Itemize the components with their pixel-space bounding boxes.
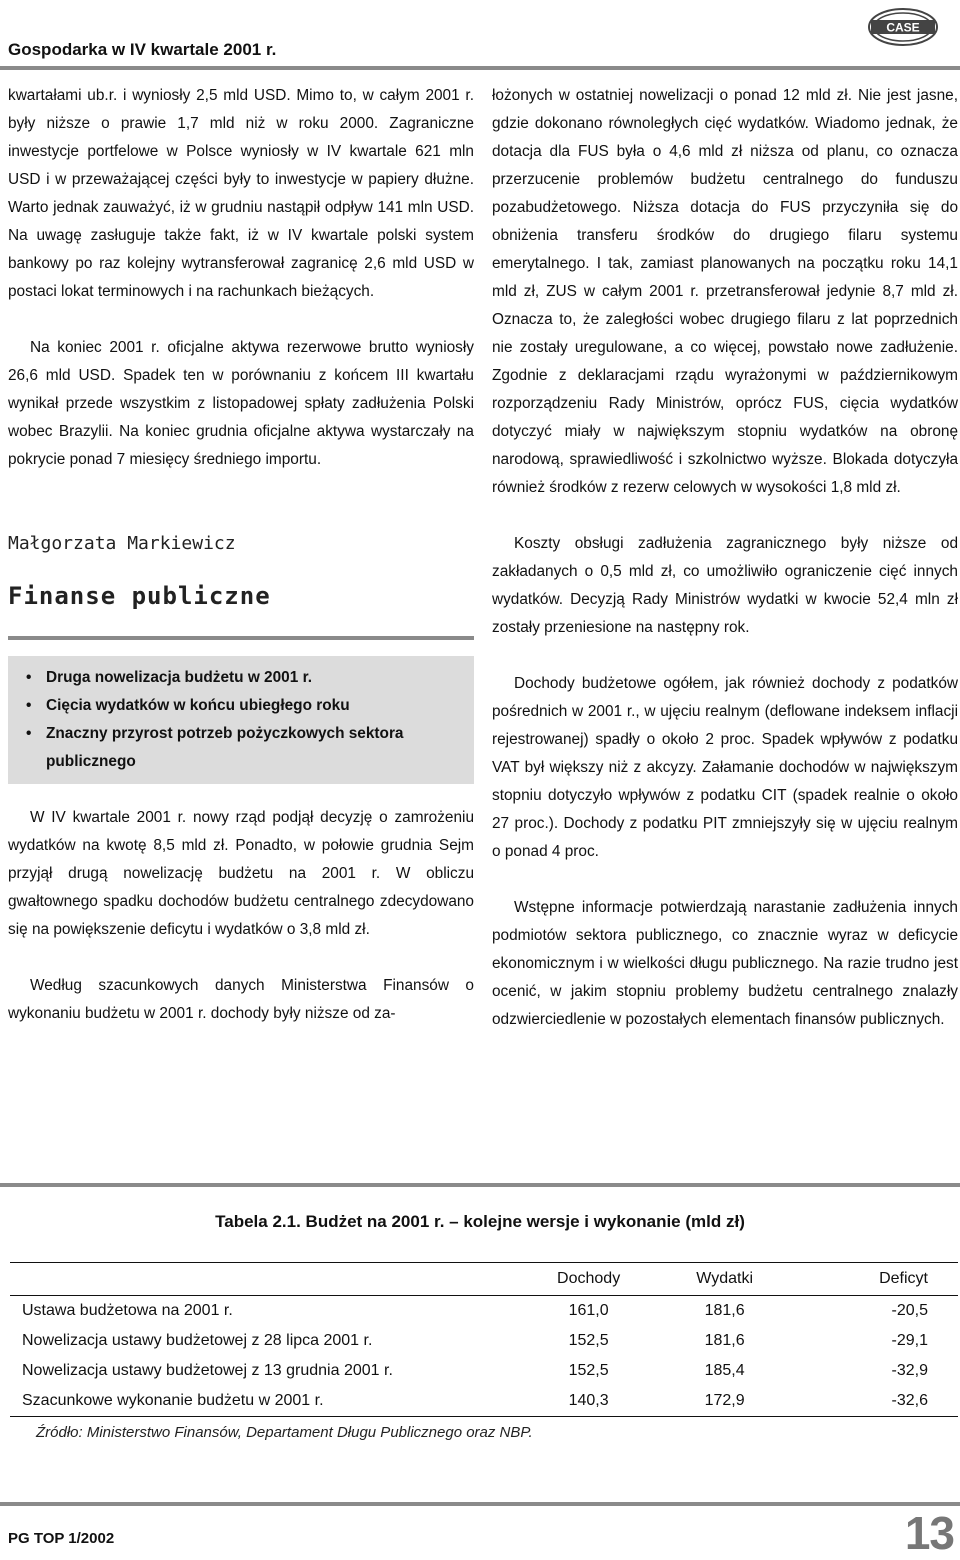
cell-deficyt: -32,6 (793, 1386, 958, 1417)
table-header-deficyt: Deficyt (793, 1263, 958, 1296)
cell-dochody: 152,5 (568, 1332, 609, 1349)
paragraph: Według szacunkowych danych Ministerstwa Finansów o wykonaniu budżetu w 2001 r. dochody były niższe od za- (8, 977, 474, 1022)
paragraph: Dochody budżetowe ogółem, jak również dochody z podatków pośrednich w 2001 r., w ujęciu realnym (deflowane indeksem inflacji rejestrowanej) spadły o około 2 proc. Spadek wpływów z podatku VAT był większy niż z akcyzy. Załamanie dochodów w największym stopniu dotyczyło wpływów z podatku CIT (spadek realnie o około 27 proc.). Dochody z podatku PIT zmniejszyły się w ujęciu realnym o ponad 4 proc. (492, 675, 958, 860)
row-label: Ustawa budżetowa na 2001 r. (22, 1302, 233, 1319)
row-label: Nowelizacja ustawy budżetowej z 28 lipca 2001 r. (22, 1332, 373, 1349)
paragraph: Na koniec 2001 r. oficjalne aktywa rezerwowe brutto wyniosły 26,6 mld USD. Spadek ten w porównaniu z końcem III kwartału wynikał przede wszystkim z listopadowej spłaty zadłużenia Polski wobec Brazylii. Na koniec grudnia oficjalne aktywa wystarczały na pokrycie ponad 7 miesięcy średniego importu. (8, 339, 474, 468)
paragraph: łożonych w ostatniej nowelizacji o ponad 12 mld zł. Nie jest jasne, gdzie dokonano równoległych cięć wydatków. Wiadomo jednak, że dotacja dla FUS była o 4,6 mld zł niższa od planu, co oznacza przerzucenie problemów budżetu centralnego do funduszu pozabudżetowego. Niższa dotacja do FUS przyczyniła się do obniżenia transferu środków do drugiego filaru systemu emerytalnego. I tak, zamiast planowanych na początku roku 14,1 mld zł, ZUS w całym 2001 r. przetransferował jedynie 8,7 mld zł. Oznacza to, że zaległości wobec drugiego filaru z lat poprzednich nie zostały uregulowane, a co więcej, powstało nowe zadłużenie. Zgodnie z deklaracjami rządu wyrażonymi w październikowym rozporządzeniu Rady Ministrów, oprócz FUS, cięcia wydatków dotyczyć miały w największym stopniu wydatków na obronę narodową, sprawiedliwość i szkolnictwo wyższe. Blokada dotyczyła również środków z rezerw celowych w wysokości 1,8 mld zł. (492, 87, 958, 496)
right-column (492, 82, 958, 1034)
paragraph: Koszty obsługi zadłużenia zagranicznego były niższe od zakładanych o 0,5 mld zł, co umożliwiło ograniczenie cięć innych wydatków. Decyzją Rady Ministrów wydatki w kwocie 52,4 mln zł zostały przeniesione na następny rok. (492, 535, 958, 636)
page-number: 13 (904, 1507, 954, 1559)
table-header-dochody: Dochody (521, 1263, 657, 1296)
header-rule (0, 66, 960, 70)
summary-bullet: • Cięcia wydatków w końcu ubiegłego roku (26, 692, 464, 720)
table-header-blank (10, 1263, 521, 1296)
cell-deficyt: -20,5 (891, 1302, 928, 1319)
svg-text:CASE: CASE (886, 20, 920, 35)
paragraph: kwartałami ub.r. i wyniosły 2,5 mld USD. Mimo to, w całym 2001 r. były niższe o prawie 1,7 mld niż w roku 2000. Zagraniczne inwestycje portfelowe w Polsce wyniosły w IV kwartale 621 mln USD i w przeważającej części były to inwestycje w papiery dłużne. Warto jednak zauważyć, iż w grudniu nastąpił odpływ 141 mln USD. Na uwagę zasługuje także fakt, iż w IV kwartale polski system bankowy po raz kolejny wytransferował zagranicę 2,6 mld USD w postaci lokat terminowych i na rachunkach bieżących. (8, 87, 474, 300)
footer-rule (0, 1502, 960, 1506)
cell-dochody: 140,3 (521, 1386, 657, 1417)
cell-dochody: 152,5 (568, 1362, 609, 1379)
section-divider (0, 1183, 960, 1187)
cell-dochody: 161,0 (568, 1302, 609, 1319)
publication-name: PG TOP 1/2002 (8, 1530, 115, 1547)
row-label: Nowelizacja ustawy budżetowej z 13 grudnia 2001 r. (22, 1362, 393, 1379)
paragraph: W IV kwartale 2001 r. nowy rząd podjął decyzję o zamrożeniu wydatków na kwotę 8,5 mld zł. Ponadto, w połowie grudnia Sejm przyjął drugą nowelizację budżetu na 2001 r. W obliczu gwałtownego spadku dochodów budżetu centralnego zdecydowano się na powiększenie deficytu i wydatków o 3,8 mld zł. (8, 809, 474, 938)
left-column (8, 82, 474, 1028)
table-row (10, 1386, 958, 1417)
cell-wydatki: 185,4 (704, 1362, 745, 1379)
table-source: Źródło: Ministerstwo Finansów, Departament Długu Publicznego oraz NBP. (36, 1424, 533, 1441)
table-row (10, 1356, 958, 1386)
running-header-title: Gospodarka w IV kwartale 2001 r. (8, 40, 277, 59)
table-title: Tabela 2.1. Budżet na 2001 r. – kolejne wersje i wykonanie (mld zł) (215, 1212, 745, 1231)
cell-deficyt: -29,1 (891, 1332, 928, 1349)
summary-bullet: • Druga nowelizacja budżetu w 2001 r. (26, 664, 464, 692)
cell-deficyt: -32,9 (891, 1362, 928, 1379)
table-header-wydatki: Wydatki (657, 1263, 793, 1296)
paragraph: Wstępne informacje potwierdzają narastanie zadłużenia innych podmiotów sektora publicznego, co znacznie wyraz w deficycie ekonomicznym i w wielkości długu publicznego. Na razie trudno jest ocenić, w jakim stopniu problemy budżetu centralnego znalazły odzwierciedlenie w pozostałych elementach finansów publicznych. (492, 899, 958, 1028)
table-row (10, 1296, 958, 1327)
author-name: Małgorzata Markiewicz (8, 533, 236, 554)
table-row (10, 1326, 958, 1356)
case-logo (868, 8, 938, 46)
row-label: Szacunkowe wykonanie budżetu w 2001 r. (10, 1386, 521, 1417)
cell-wydatki: 181,6 (704, 1332, 745, 1349)
budget-table (10, 1262, 958, 1417)
summary-box (8, 656, 474, 784)
summary-bullet: • Znaczny przyrost potrzeb pożyczkowych sektora publicznego (26, 720, 464, 776)
cell-wydatki: 172,9 (657, 1386, 793, 1417)
cell-wydatki: 181,6 (704, 1302, 745, 1319)
section-title: Finanse publiczne (8, 582, 271, 610)
